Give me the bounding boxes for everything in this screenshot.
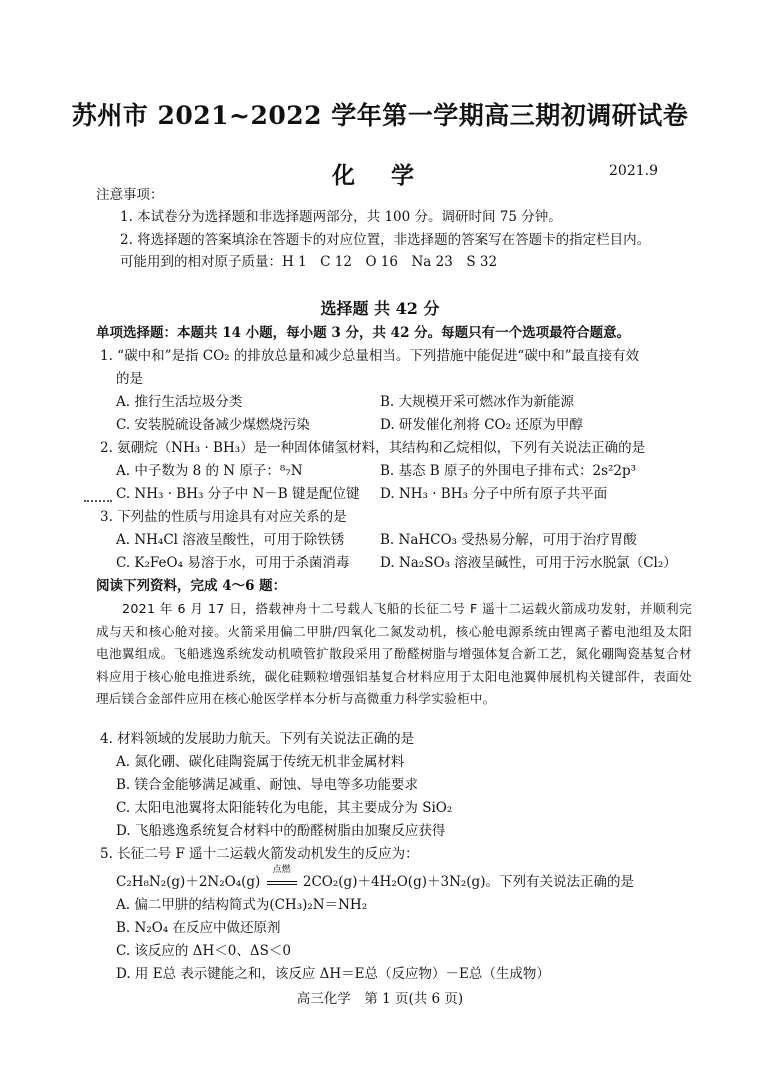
subject-title: 化 学 bbox=[331, 162, 428, 189]
q3-option-a: A. NH₄Cl 溶液呈酸性，可用于除铁锈 bbox=[116, 532, 345, 548]
q5-stem: 5. 长征二号 F 遥十二运载火箭发动机发生的反应为： bbox=[100, 846, 419, 862]
q1-stem: 1. “碳中和”是指 CO₂ 的排放总量和减少总量相当。下列措施中能促进“碳中和”最直接有效 bbox=[100, 348, 640, 364]
q2-option-c: C. NH₃ · BH₃ 分子中 N－B 键是配位键 bbox=[116, 486, 360, 502]
q5-option-b: B. N₂O₄ 在反应中做还原剂 bbox=[116, 920, 281, 936]
q5-equation bbox=[116, 865, 634, 891]
note-item: 1. 本试卷分为选择题和非选择题两部分，共 100 分。调研时间 75 分钟。 bbox=[120, 209, 562, 225]
q4-option-b: B. 镁合金能够满足减重、耐蚀、导电等多功能要求 bbox=[116, 777, 419, 793]
q5-option-c: C. 该反应的 ΔH＜0、ΔS＜0 bbox=[116, 943, 291, 959]
reading-heading: 阅读下列资料，完成 4～6 题： bbox=[96, 578, 287, 594]
page-footer: 高三化学 第 1 页(共 6 页) bbox=[296, 991, 464, 1007]
q4-option-c: C. 太阳电池翼将太阳能转化为电能，其主要成分为 SiO₂ bbox=[116, 800, 453, 816]
note-item: 2. 将选择题的答案填涂在答题卡的对应位置，非选择题的答案写在答题卡的指定栏目内。 bbox=[120, 232, 651, 248]
section-instruction: 单项选择题：本题共 14 小题，每小题 3 分，共 42 分。每题只有一个选项最符合题意。 bbox=[96, 325, 631, 341]
q2-option-b: B. 基态 B 原子的外围电子排布式：2s²2p³ bbox=[380, 463, 637, 479]
q2-option-d: D. NH₃ · BH₃ 分子中所有原子共平面 bbox=[380, 486, 608, 502]
q5-equation-right: 2CO₂(g)＋4H₂O(g)＋3N₂(g)。下列有关说法正确的是 bbox=[302, 874, 634, 890]
q1-stem-cont: 的是 bbox=[116, 371, 143, 387]
q3-option-b: B. NaHCO₃ 受热易分解，可用于治疗胃酸 bbox=[380, 532, 637, 548]
reaction-condition: 点燃 bbox=[272, 865, 291, 875]
scan-mark bbox=[84, 492, 112, 502]
section-title: 选择题 共 42 分 bbox=[320, 299, 440, 318]
q1-option-c: C. 安装脱硫设备减少煤燃烧污染 bbox=[116, 417, 310, 433]
exam-date: 2021.9 bbox=[609, 163, 658, 179]
q4-stem: 4. 材料领域的发展助力航天。下列有关说法正确的是 bbox=[100, 731, 415, 747]
q4-option-a: A. 氮化硼、碳化硅陶瓷属于传统无机非金属材料 bbox=[116, 754, 405, 770]
q1-option-b: B. 大规模开采可燃冰作为新能源 bbox=[380, 394, 575, 410]
q3-stem: 3. 下列盐的性质与用途具有对应关系的是 bbox=[100, 509, 347, 525]
q5-equation-left: C₂H₈N₂(g)＋2N₂O₄(g) bbox=[116, 874, 261, 890]
note-item: 可能用到的相对原子质量：H 1 C 12 O 16 Na 23 S 32 bbox=[120, 254, 498, 270]
q3-option-d: D. Na₂SO₃ 溶液呈碱性，可用于污水脱氯（Cl₂） bbox=[380, 555, 677, 571]
q2-stem: 2. 氨硼烷（NH₃ · BH₃）是一种固体储氢材料，其结构和乙烷相似，下列有关说法正确的是 bbox=[100, 440, 646, 456]
exam-title: 苏州市 2021~2022 学年第一学期高三期初调研试卷 bbox=[71, 101, 689, 130]
q1-option-a: A. 推行生活垃圾分类 bbox=[116, 394, 243, 410]
q1-option-d: D. 研发催化剂将 CO₂ 还原为甲醇 bbox=[380, 417, 583, 433]
reaction-arrow bbox=[265, 865, 299, 891]
q4-option-d: D. 飞船逃逸系统复合材料中的酚醛树脂由加聚反应获得 bbox=[116, 823, 446, 839]
reading-passage: 2021 年 6 月 17 日，搭载神舟十二号载人飞船的长征二号 F 遥十二运载火箭成功发射，并顺利完成与天和核心舱对接。火箭采用偏二甲肼/四氧化二氮发动机，核心舱电源系统由锂离子蓄电池组及太阳电池翼组成。飞船逃逸系统发动机喷管扩散段采用了酚醛树脂与增强体复合新工艺，氮化硼陶瓷基复合材料应用于核心舱电推进系统，碳化硅颗粒增强铝基复合材料应用于太阳电池翼伸展机构关键部件，表面处理后镁合金部件应用在核心舱医学样本分析与高微重力科学实验柜中。 bbox=[96, 601, 692, 706]
q3-option-c: C. K₂FeO₄ 易溶于水，可用于杀菌消毒 bbox=[116, 555, 350, 571]
notes-heading: 注意事项： bbox=[96, 187, 164, 203]
q5-option-d: D. 用 E总 表示键能之和，该反应 ΔH＝E总（反应物）－E总（生成物） bbox=[116, 966, 550, 982]
q2-option-a: A. 中子数为 8 的 N 原子：⁸₇N bbox=[116, 463, 303, 479]
q5-option-a: A. 偏二甲肼的结构简式为(CH₃)₂N＝NH₂ bbox=[116, 897, 368, 913]
double-line-icon bbox=[267, 881, 297, 885]
